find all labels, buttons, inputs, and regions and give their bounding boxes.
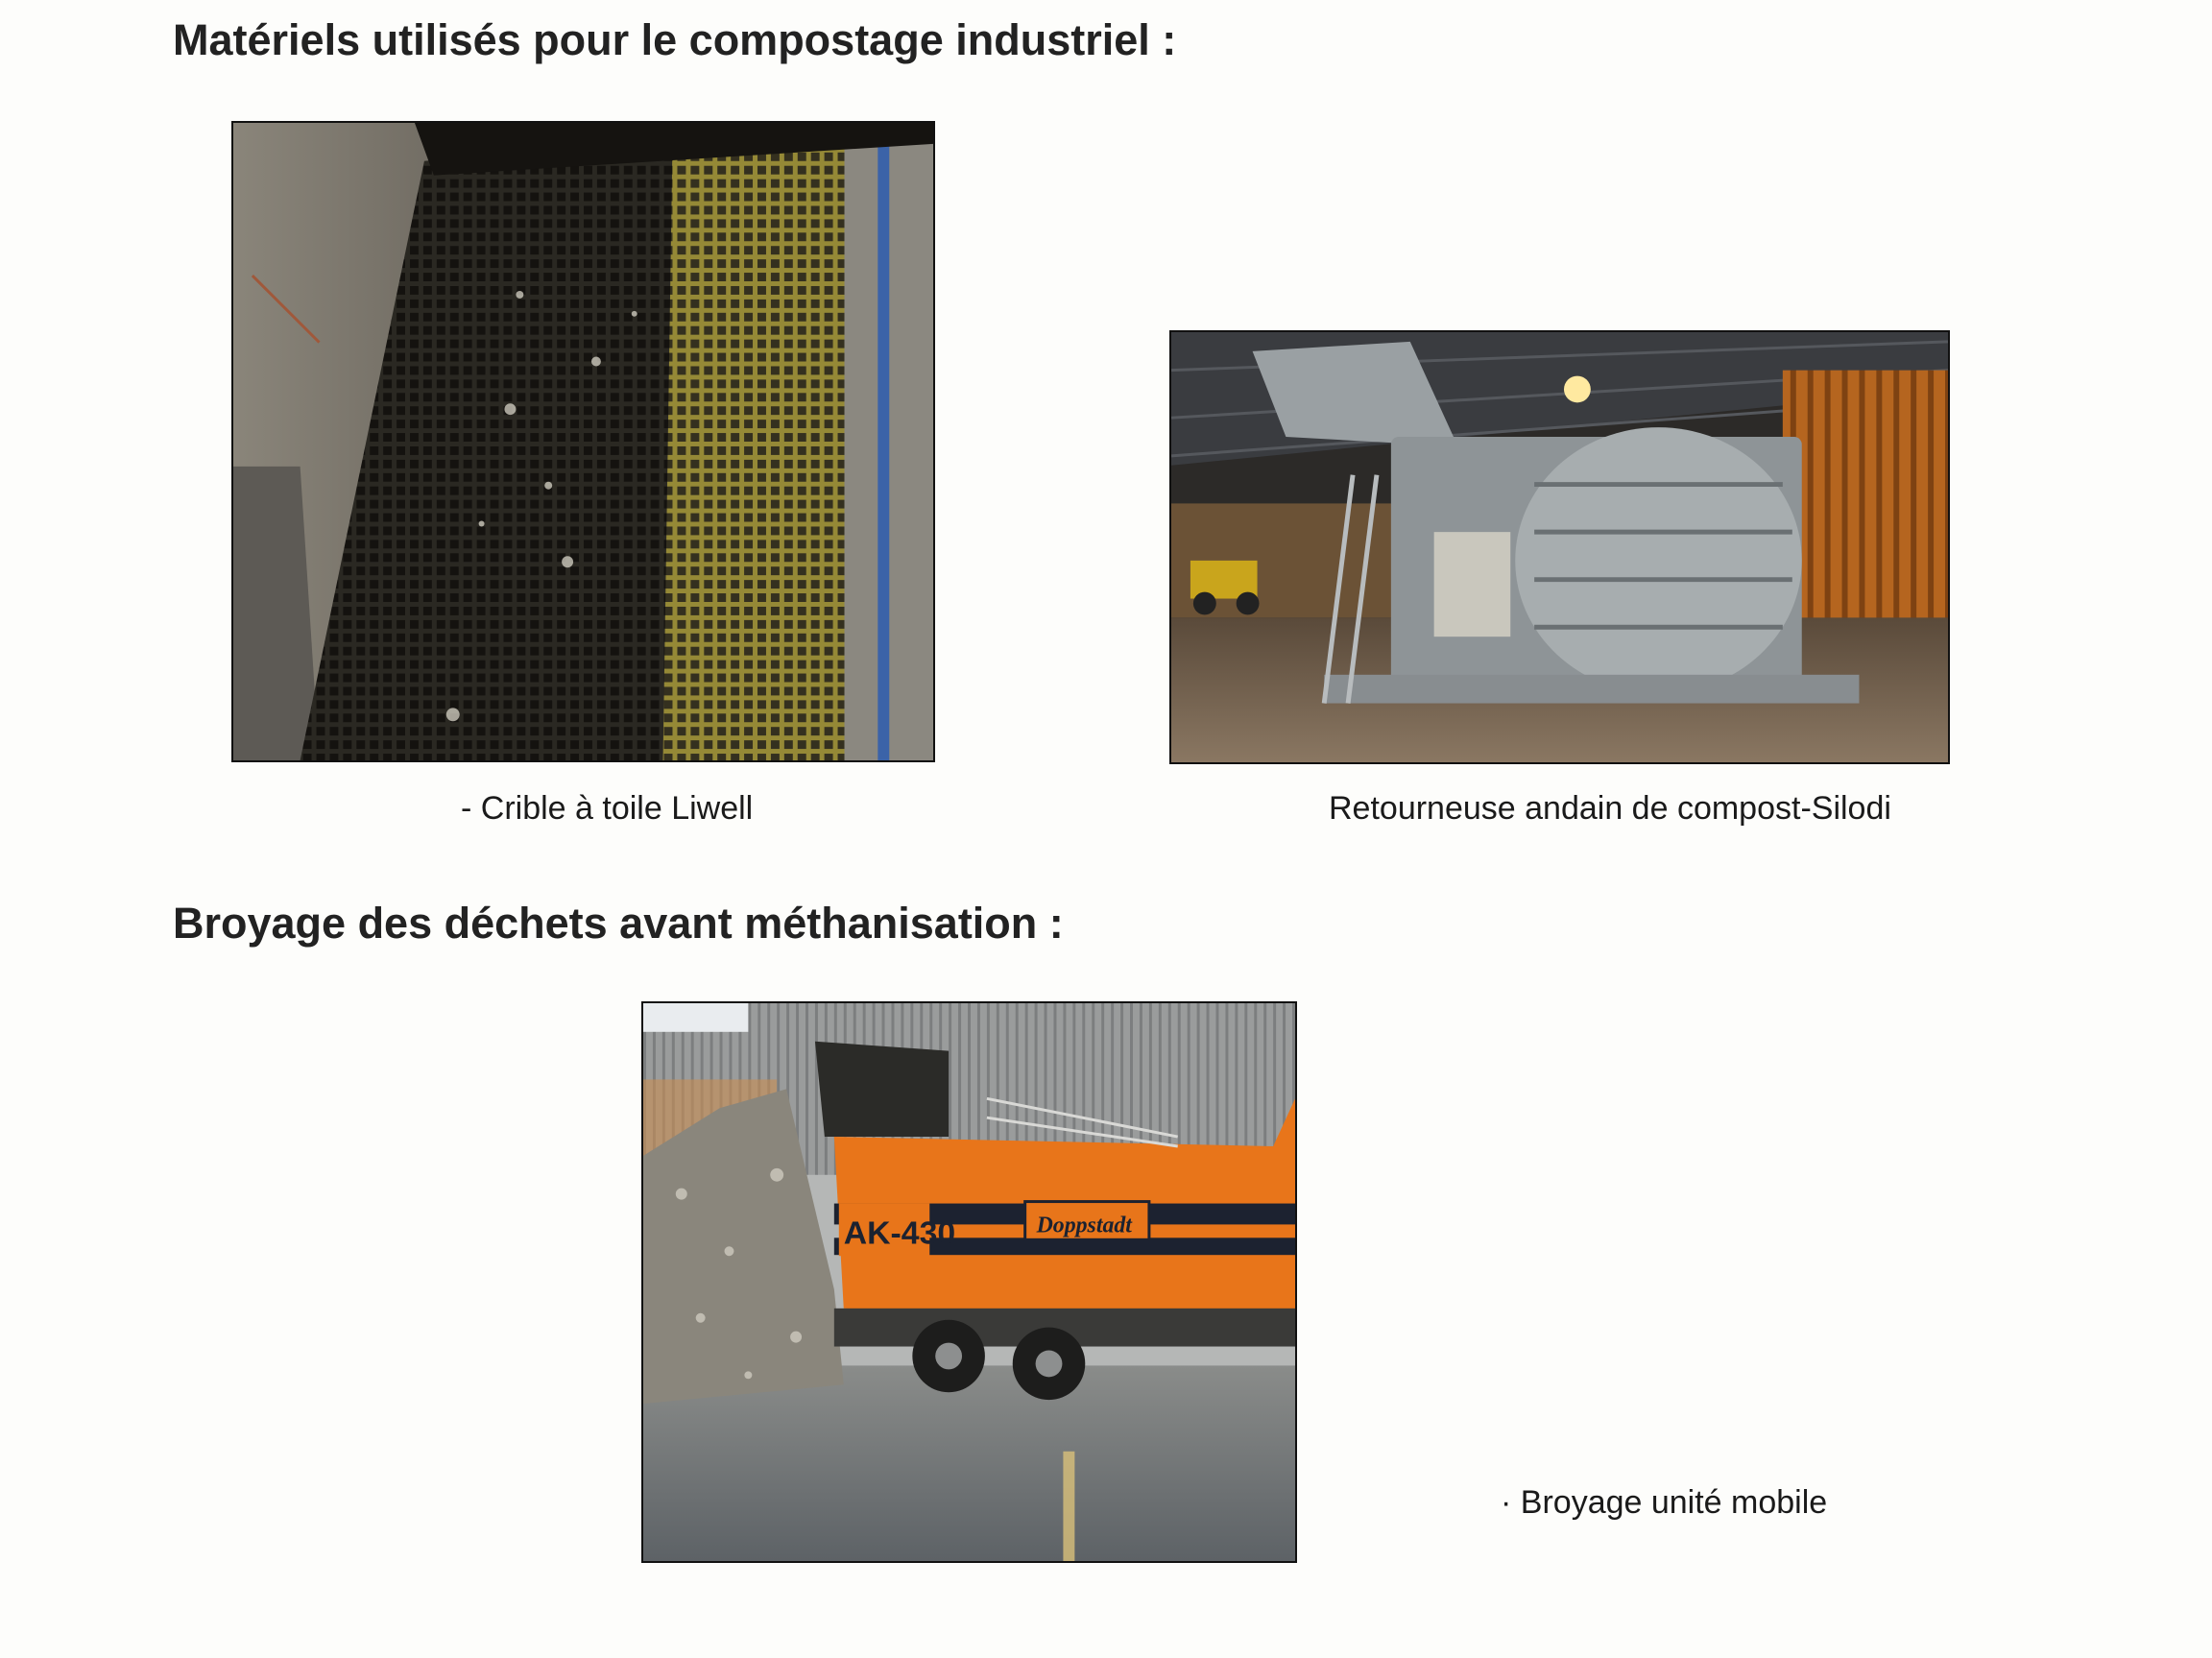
photo-broyage-unite-mobile — [641, 1001, 1297, 1563]
photo-retourneuse-andain — [1169, 330, 1950, 764]
section-heading-compostage: Matériels utilisés pour le compostage industriel : — [173, 15, 1177, 64]
machine-model-label: AK-430 — [843, 1214, 956, 1252]
machine-brand-label: Doppstadt — [1036, 1213, 1132, 1238]
caption-text: Broyage unité mobile — [1520, 1484, 1828, 1521]
caption-crible-toile — [461, 790, 753, 828]
caption-broyage-unite-mobile — [1501, 1484, 1827, 1522]
caption-retourneuse-andain: Retourneuse andain de compost-Silodi — [1329, 790, 1891, 827]
caption-prefix: · — [1501, 1484, 1512, 1521]
caption-prefix: - — [461, 790, 472, 827]
caption-text: Crible à toile Liwell — [480, 790, 754, 827]
section-heading-broyage: Broyage des déchets avant méthanisation : — [173, 899, 1064, 948]
photo-crible-toile — [231, 121, 935, 762]
